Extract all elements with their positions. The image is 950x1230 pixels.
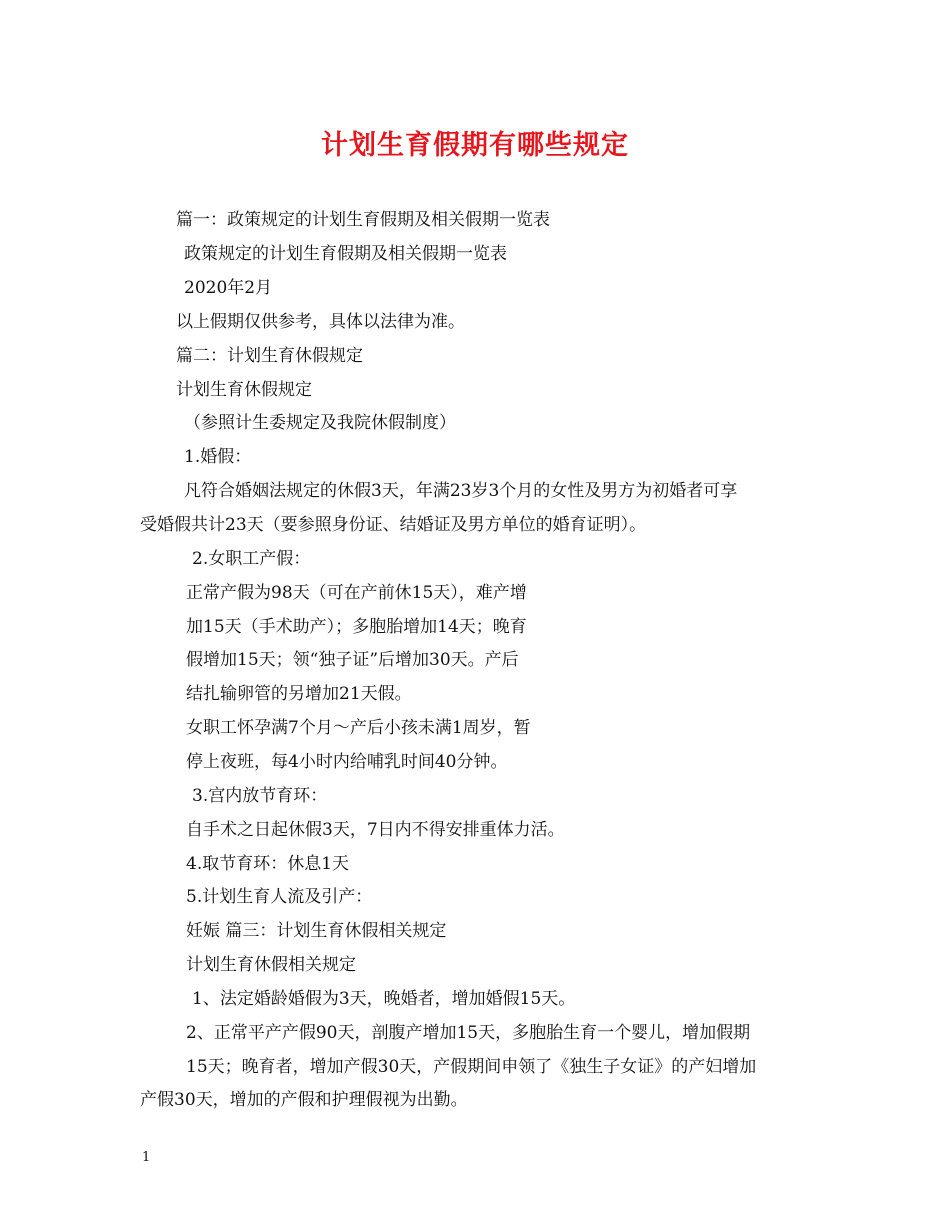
body-line: 5.计划生育人流及引产： bbox=[186, 887, 373, 907]
body-line: 1、法定婚龄婚假为3天，晚婚者，增加婚假15天。 bbox=[192, 989, 576, 1009]
body-line: 正常产假为98天（可在产前休15天），难产增 bbox=[186, 583, 527, 603]
body-line: 计划生育休假相关规定 bbox=[186, 955, 356, 975]
body-line: 假增加15天；领“独子证”后增加30天。产后 bbox=[186, 650, 519, 670]
body-line: 妊娠 篇三：计划生育休假相关规定 bbox=[186, 921, 447, 941]
body-line: 结扎输卵管的另增加21天假。 bbox=[186, 684, 412, 704]
body-line: 计划生育休假规定 bbox=[176, 380, 312, 400]
body-line: （参照计生委规定及我院休假制度） bbox=[184, 413, 456, 433]
body-line: 2020年2月 bbox=[184, 278, 273, 298]
body-line: 受婚假共计23天（要参照身份证、结婚证及男方单位的婚育证明）。 bbox=[140, 515, 647, 535]
body-line: 自手术之日起休假3天，7日内不得安排重体力活。 bbox=[186, 820, 565, 840]
body-line: 女职工怀孕满7个月～产后小孩未满1周岁，暂 bbox=[186, 718, 531, 738]
body-line: 1.婚假： bbox=[184, 447, 252, 467]
body-line: 4.取节育环：休息1天 bbox=[186, 854, 350, 874]
body-line: 3.宫内放节育环： bbox=[192, 786, 328, 806]
body-line: 篇一：政策规定的计划生育假期及相关假期一览表 bbox=[176, 210, 550, 230]
body-line: 产假30天，增加的产假和护理假视为出勤。 bbox=[140, 1090, 468, 1110]
body-line: 以上假期仅供参考，具体以法律为准。 bbox=[176, 312, 465, 332]
body-line: 2.女职工产假： bbox=[192, 549, 311, 569]
body-line: 加15天（手术助产）；多胞胎增加14天；晚育 bbox=[186, 617, 527, 637]
body-line: 政策规定的计划生育假期及相关假期一览表 bbox=[184, 244, 507, 264]
body-line: 停上夜班，每4小时内给哺乳时间40分钟。 bbox=[186, 752, 508, 772]
body-line: 凡符合婚姻法规定的休假3天，年满23岁3个月的女性及男方为初婚者可享 bbox=[184, 481, 738, 501]
body-line: 篇二：计划生育休假规定 bbox=[176, 346, 363, 366]
body-line: 2、正常平产产假90天，剖腹产增加15天，多胞胎生育一个婴儿，增加假期 bbox=[186, 1023, 751, 1043]
body-line: 15天；晚育者，增加产假30天，产假期间申领了《独生子女证》的产妇增加 bbox=[186, 1057, 757, 1077]
page-number: 1 bbox=[142, 1150, 151, 1165]
document-title: 计划生育假期有哪些规定 bbox=[321, 130, 629, 161]
